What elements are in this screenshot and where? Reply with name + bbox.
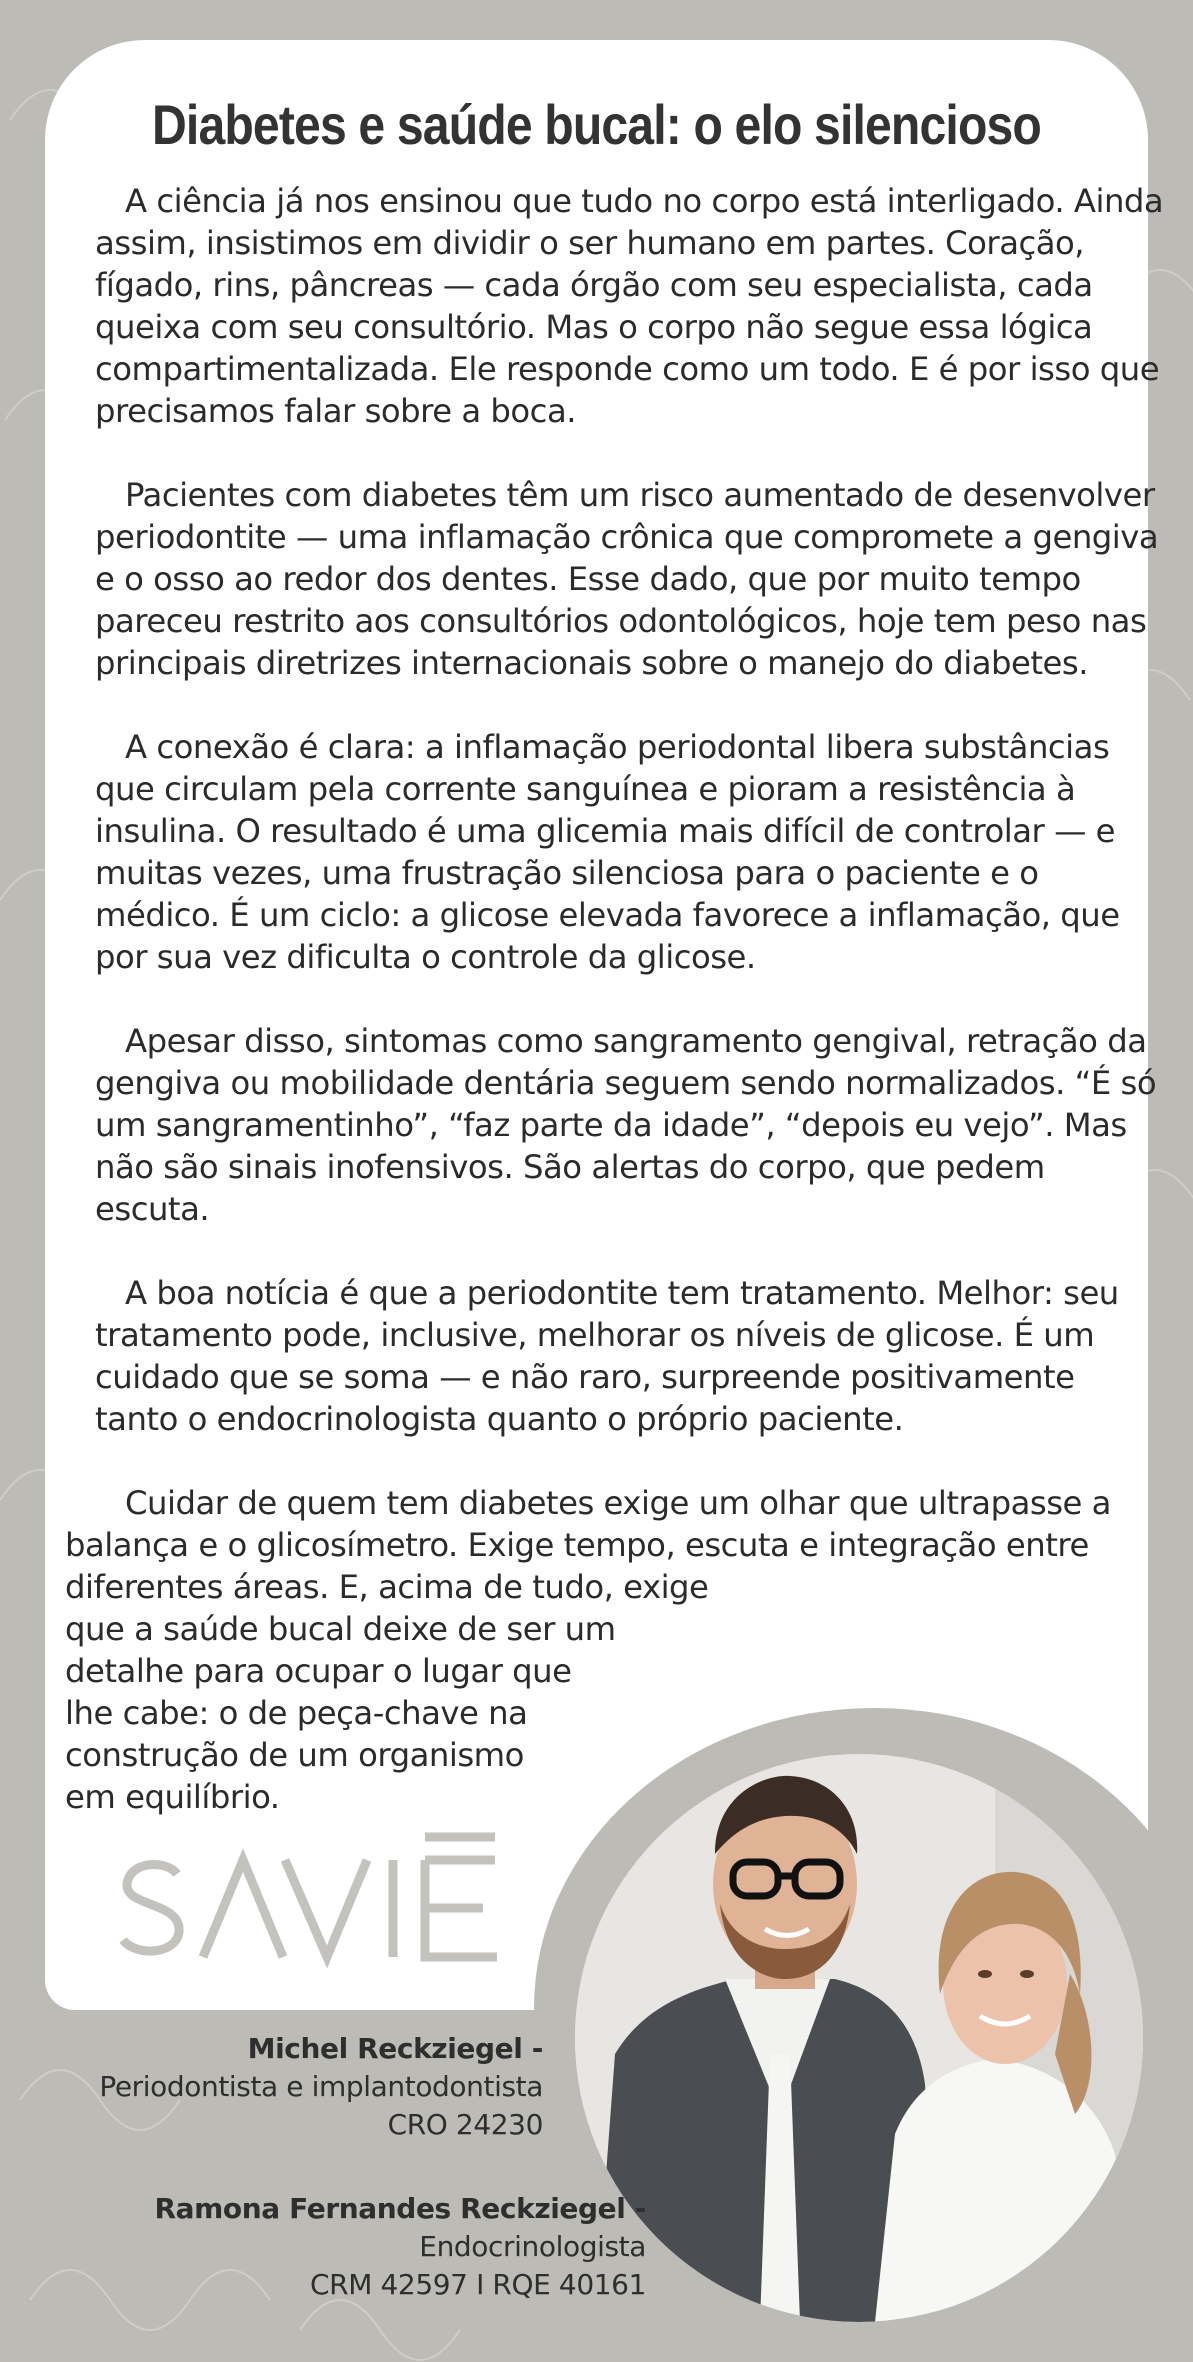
paragraph: A ciência já nos ensinou que tudo no corpo está interligado. Ainda assim, insistimos em dividir o ser humano em partes. Coração, fígado, rins, pâncreas — cada órgão com seu especialista, cada queixa com seu consultório. Mas o corpo não segue essa lógica compartimentalizada. Ele responde como um todo. E é por isso que precisamos falar sobre a boca. [95, 182, 1164, 430]
author-name: Michel Reckziegel - [247, 2032, 543, 2065]
author-ramona [155, 2190, 647, 2304]
paragraph-line: lhe cabe: o de peça-chave na [65, 1694, 528, 1732]
paragraph-line: detalhe para ocupar o lugar que [65, 1652, 572, 1690]
author-registry: CRO 24230 [387, 2108, 543, 2141]
paragraph: Pacientes com diabetes têm um risco aumentado de desenvolver periodontite — uma inflamação crônica que compromete a gengiva e o osso ao redor dos dentes. Esse dado, que por muito tempo pareceu restrito aos consultórios odontológicos, hoje tem peso nas principais diretrizes internacionais sobre o manejo do diabetes. [95, 476, 1159, 682]
author-registry: CRM 42597 I RQE 40161 [310, 2268, 646, 2301]
paragraph-line: Cuidar de quem tem diabetes exige um olhar que ultrapasse a [125, 1484, 1111, 1522]
article-card [45, 40, 1164, 2010]
article-body [65, 180, 1165, 1818]
author-michel [99, 2030, 543, 2144]
paragraph: Apesar disso, sintomas como sangramento gengival, retração da gengiva ou mobilidade dentária seguem sendo normalizados. “É só um sangramentinho”, “faz parte da idade”, “depois eu vejo”. Mas não são sinais inofensivos. São alertas do corpo, que pedem escuta. [95, 1022, 1157, 1228]
author-role: Periodontista e implantodontista [99, 2070, 543, 2103]
paragraph-line: diferentes áreas. E, acima de tudo, exige [65, 1568, 709, 1606]
paragraph-line: construção de um organismo [65, 1736, 524, 1774]
paragraph-line: em equilíbrio. [65, 1778, 280, 1816]
article-title: Diabetes e saúde bucal: o elo silencioso [152, 93, 1041, 156]
paragraph: A boa notícia é que a periodontite tem tratamento. Melhor: seu tratamento pode, inclusive, melhorar os níveis de glicose. É um cuidado que se soma — e não raro, surpreende positivamente tanto o endocrinologista quanto o próprio paciente. [95, 1274, 1119, 1438]
savie-logo [115, 1832, 515, 1982]
paragraph-line: que a saúde bucal deixe de ser um [65, 1610, 616, 1648]
author-name: Ramona Fernandes Reckziegel - [154, 2192, 646, 2225]
author-role: Endocrinologista [419, 2230, 646, 2263]
authors-photo [575, 1754, 1143, 2322]
paragraph-line: balança e o glicosímetro. Exige tempo, escuta e integração entre [65, 1526, 1089, 1564]
paragraph: A conexão é clara: a inflamação periodontal libera substâncias que circulam pela corrente sanguínea e pioram a resistência à insulina. O resultado é uma glicemia mais difícil de controlar — e muitas vezes, uma frustração silenciosa para o paciente e o médico. É um ciclo: a glicose elevada favorece a inflamação, que por sua vez dificulta o controle da glicose. [95, 728, 1120, 976]
